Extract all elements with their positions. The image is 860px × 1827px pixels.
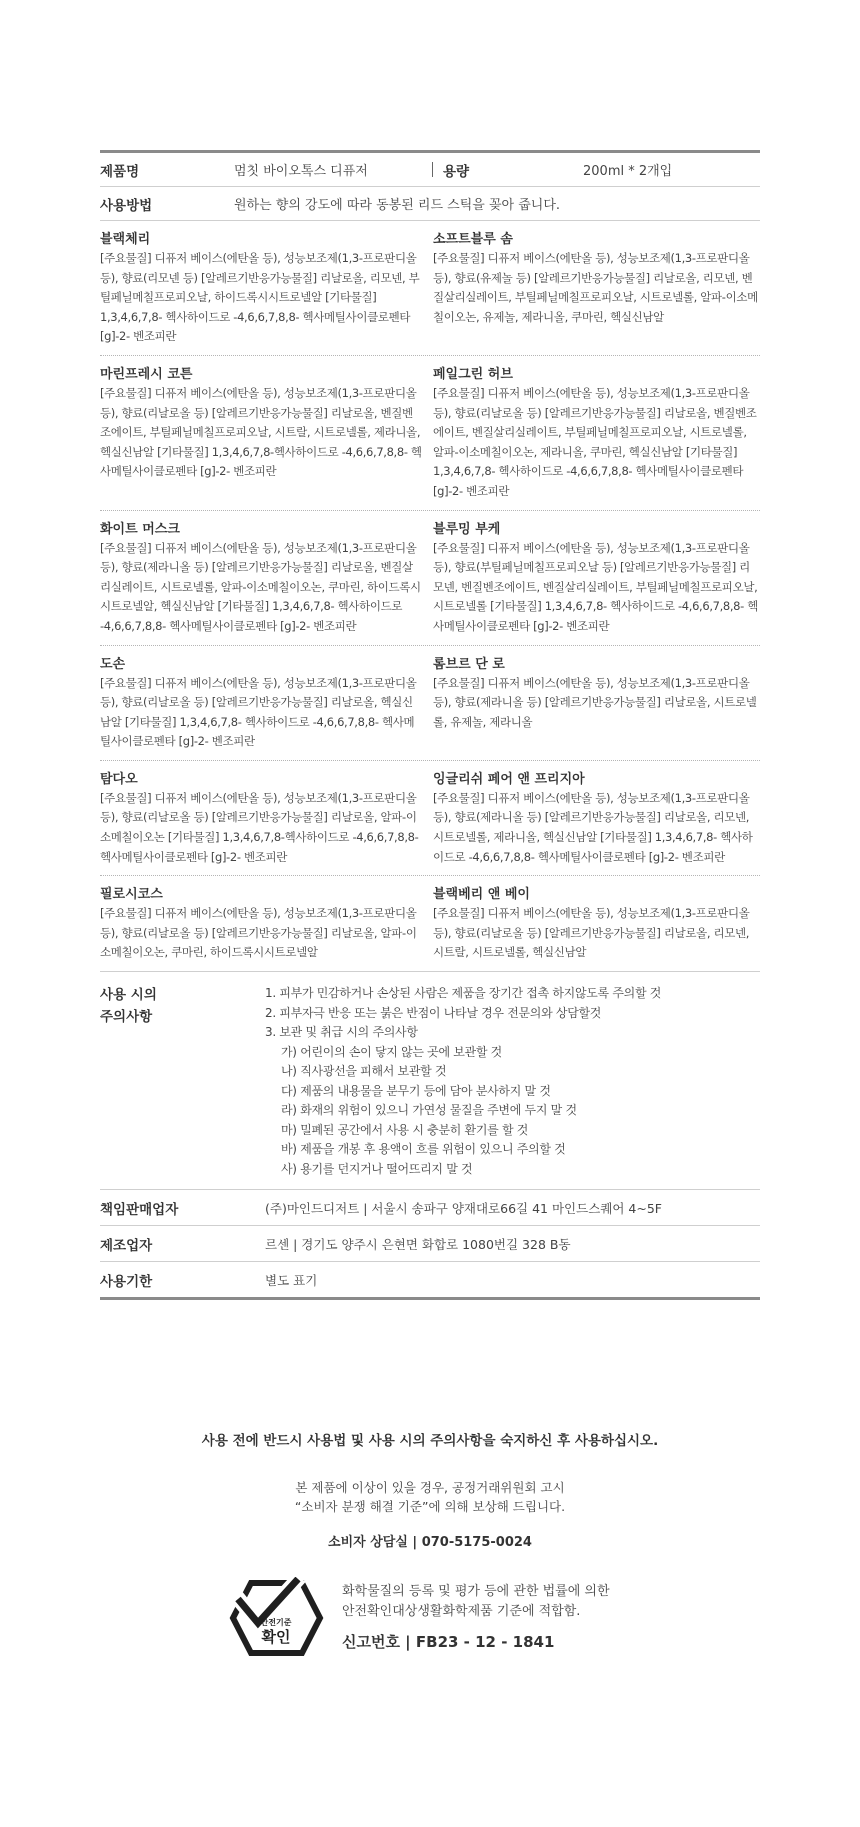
scent-name: 도손 bbox=[100, 656, 126, 672]
caution-item: 1. 피부가 민감하거나 손상된 사람은 제품을 장기간 접촉 하지않도록 주의할 것 bbox=[265, 986, 662, 1001]
badge-main-text: 확인 bbox=[261, 1628, 291, 1646]
expiry-label: 사용기한 bbox=[100, 1273, 153, 1290]
volume-label: 용량 bbox=[443, 163, 470, 180]
seller-value: (주)마인드디저트 | 서울시 송파구 양재대로66길 41 마인드스퀘어 4~5F bbox=[265, 1200, 662, 1216]
scent-item bbox=[430, 521, 760, 637]
scent-row bbox=[100, 221, 760, 355]
spec-separator bbox=[432, 162, 433, 177]
scent-row bbox=[100, 511, 760, 645]
safety-certification bbox=[228, 1577, 828, 1667]
scent-ingredients: [주요물질] 디퓨저 베이스(에탄올 등), 성능보조제(1,3-프로판디올 등), 향료(유제놀 등) [알레르기반응가능물질] 리날로올, 리모넨, 벤질살리실레이트, 부틸페닐메칠프로피오날, 시트로넬롤, 알파-이소메칠이오논, 유제놀, 제라니올, 쿠마린, 헥실신남알 bbox=[433, 251, 758, 324]
scent-name: 롬브르 단 로 bbox=[433, 656, 505, 672]
scent-ingredients: [주요물질] 디퓨저 베이스(에탄올 등), 성능보조제(1,3-프로판디올등), 향료(리모넨 등) [알레르기반응가능물질] 리날로올, 리모넨, 부틸페닐메칠프로피오날, 하이드록시시트로넬알 [기타물질] 1,3,4,6,7,8- 헥사하이드로 -4,6,6,7,8,8- 헥사메틸사이클로펜타 [g]-2- 벤조피란 bbox=[100, 251, 420, 344]
usage-notice: 사용 전에 반드시 사용법 및 사용 시의 주의사항을 숙지하신 후 사용하십시오. bbox=[201, 1433, 659, 1449]
scent-item bbox=[100, 656, 430, 752]
scent-item bbox=[430, 366, 760, 502]
scent-ingredients: [주요물질] 디퓨저 베이스(에탄올 등), 성능보조제(1,3-프로판디올 등), 향료(리날로올 등) [알레르기반응가능물질] 리날로올, 리모넨, 시트랄, 시트로넬롤, 헥실신남알 bbox=[433, 906, 750, 960]
safety-check-badge-icon bbox=[228, 1577, 324, 1659]
scent-name: 페일그린 허브 bbox=[433, 366, 513, 382]
scent-ingredients: [주요물질] 디퓨저 베이스(에탄올 등), 성능보조제(1,3-프로판디올 등), 향료(제라니올 등) [알레르기반응가능물질] 리날로올, 벤질살리실레이트, 시트로넬롤, 알파-이소메칠이오논, 쿠마린, 하이드록시시트로넬알, 헥실신남알 [기타물질] 1,3,4,6,7,8- 헥사하이드로 -4,6,6,7,8,8- 헥사메틸사이클로펜타 [g]-2- 벤조피란 bbox=[100, 540, 421, 633]
scent-row bbox=[100, 876, 760, 971]
maker-row bbox=[100, 1226, 760, 1261]
caution-subitem: 마) 밀폐된 공간에서 사용 시 충분히 환기를 할 것 bbox=[281, 1122, 529, 1137]
scent-item bbox=[100, 886, 430, 963]
product-info-sheet bbox=[100, 150, 760, 1300]
compensation-line: 본 제품에 이상이 있을 경우, 공정거래위원회 고시 bbox=[295, 1480, 565, 1495]
badge-top-text: 안전기준 bbox=[260, 1618, 292, 1627]
scent-item bbox=[100, 521, 430, 637]
caution-label-line: 주의사항 bbox=[100, 1009, 153, 1026]
certification-line: 안전확인대상생활화학제품 기준에 적합함. bbox=[342, 1604, 581, 1619]
usage-label: 사용방법 bbox=[100, 197, 153, 214]
caution-subitem: 나) 직사광선을 피해서 보관할 것 bbox=[281, 1064, 447, 1079]
scent-ingredients: [주요물질] 디퓨저 베이스(에탄올 등), 성능보조제(1,3-프로판디올 등), 향료(제라니올 등) [알레르기반응가능물질] 리날로올, 시트로넬롤, 유제놀, 제라니올 bbox=[433, 675, 757, 729]
caution-subitem: 바) 제품을 개봉 후 용액이 흐를 위험이 있으니 주의할 것 bbox=[281, 1142, 566, 1157]
scent-name: 필로시코스 bbox=[100, 887, 163, 903]
consumer-contact: 소비자 상담실 | 070-5175-0024 bbox=[328, 1535, 532, 1550]
seller-label: 책임판매업자 bbox=[100, 1201, 179, 1218]
caution-label-line: 사용 시의 bbox=[100, 987, 157, 1004]
caution-label bbox=[100, 984, 265, 1179]
compensation-notice bbox=[0, 1478, 860, 1516]
spec-row-usage bbox=[100, 187, 760, 220]
scent-ingredients: [주요물질] 디퓨저 베이스(에탄올 등), 성능보조제(1,3-프로판디올 등), 향료(리날로올 등) [알레르기반응가능물질] 리날로올, 알파-이소메칠이오논, 쿠마린, 하이드록시시트로넬알 bbox=[100, 906, 417, 960]
caution-subitem: 다) 제품의 내용물을 분무기 등에 담아 분사하지 말 것 bbox=[281, 1083, 551, 1098]
scent-item bbox=[100, 771, 430, 867]
scent-ingredients: [주요물질] 디퓨저 베이스(에탄올 등), 성능보조제(1,3-프로판디올 등), 향료(리날로올 등) [알레르기반응가능물질] 리날로올, 벤질벤조에이트, 벤질살리실레이트, 부틸페닐메칠프로피오날, 시트로넬롤, 알파-이소메칠이오논, 제라니올, 쿠마린, 헥실신남알 [기타물질] 1,3,4,6,7,8- 헥사하이드로 -4,6,6,7,8,8- 헥사메틸사이클로펜타 [g]-2- 벤조피란 bbox=[433, 385, 757, 498]
scent-ingredients: [주요물질] 디퓨저 베이스(에탄올 등), 성능보조제(1,3-프로판디올 등), 향료(제라니올 등) [알레르기반응가능물질] 리날로올, 리모넨, 시트로넬롤, 제라니올, 헥실신남알 [기타물질] 1,3,4,6,7,8- 헥사하이드로 -4,6,6,7,8,8- 헥사메틸사이클로펜타 [g]-2- 벤조피란 bbox=[433, 790, 753, 864]
certification-line: 화학물질의 등록 및 평가 등에 관한 법률에 의한 bbox=[342, 1584, 610, 1599]
product-value: 멈칫 바이오톡스 디퓨저 bbox=[234, 164, 368, 179]
scent-name: 소프트블루 솜 bbox=[433, 232, 513, 247]
bottom-rule bbox=[100, 1297, 760, 1300]
volume-value: 200ml * 2개입 bbox=[583, 164, 673, 179]
caution-item: 3. 보관 및 취급 시의 주의사항 bbox=[265, 1025, 418, 1040]
scent-ingredients: [주요물질] 디퓨저 베이스(에탄올 등), 성능보조제(1,3-프로판디올 등), 향료(부틸페닐메칠프로피오날 등) [알레르기반응가능물질] 리모넨, 벤질벤조에이트, 벤질살리실레이트, 부틸페닐메칠프로피오날, 시트로넬롤 [기타물질] 1,3,4,6,7,8- 헥사하이드로 -4,6,6,7,8,8- 헥사메틸사이클로펜타 [g]-2- 벤조피란 bbox=[433, 540, 758, 633]
scent-name: 마린프레시 코튼 bbox=[100, 366, 193, 382]
certification-text bbox=[342, 1582, 610, 1622]
scent-ingredients: [주요물질] 디퓨저 베이스(에탄올 등), 성능보조제(1,3-프로판디올 등), 향료(리날로올 등) [알레르기반응가능물질] 리날로올, 알파-이소메칠이오논 [기타물질] 1,3,4,6,7,8-헥사하이드로 -4,6,6,7,8,8- 헥사메틸사이클로펜타 [g]-2- 벤조피란 bbox=[100, 790, 419, 864]
scent-ingredients: [주요물질] 디퓨저 베이스(에탄올 등), 성능보조제(1,3-프로판디올 등), 향료(리날로올 등) [알레르기반응가능물질] 리날로올, 헥실신남알 [기타물질] 1,3,4,6,7,8- 헥사하이드로 -4,6,6,7,8,8- 헥사메틸사이클로펜타 [g]-2- 벤조피란 bbox=[100, 675, 417, 749]
registration-number: 신고번호 | FB23 - 12 - 1841 bbox=[342, 1633, 555, 1651]
scent-name: 블랙체리 bbox=[100, 232, 151, 247]
scent-name: 잉글리쉬 페어 앤 프리지아 bbox=[433, 771, 585, 787]
expiry-row bbox=[100, 1262, 760, 1297]
scent-row bbox=[100, 761, 760, 875]
scent-item bbox=[430, 231, 760, 347]
caution-list bbox=[265, 984, 661, 1179]
scent-name: 탐다오 bbox=[100, 771, 138, 787]
scent-row bbox=[100, 356, 760, 510]
maker-label: 제조업자 bbox=[100, 1237, 153, 1254]
scent-name: 블랙베리 앤 베이 bbox=[433, 887, 530, 903]
scent-item bbox=[430, 886, 760, 963]
scent-item bbox=[100, 231, 430, 347]
maker-value: 르센 | 경기도 양주시 은현면 화합로 1080번길 328 B동 bbox=[265, 1236, 571, 1252]
compensation-line: “소비자 분쟁 해결 기준”에 의해 보상해 드립니다. bbox=[294, 1499, 566, 1514]
usage-value: 원하는 향의 강도에 따라 동봉된 리드 스틱을 꽂아 줍니다. bbox=[234, 198, 561, 213]
caution-subitem: 가) 어린이의 손이 닿지 않는 곳에 보관할 것 bbox=[281, 1044, 502, 1059]
scent-ingredients: [주요물질] 디퓨저 베이스(에탄올 등), 성능보조제(1,3-프로판디올 등), 향료(리날로올 등) [알레르기반응가능물질] 리날로올, 벤질벤조에이트, 부틸페닐메칠프로피오날, 시트랄, 시트로넬롤, 제라니올, 헥실신남알 [기타물질] 1,3,4,6,7,8-헥사하이드로 -4,6,6,7,8,8- 헥사메틸사이클로펜타 [g]-2- 벤조피란 bbox=[100, 385, 422, 479]
caution-section bbox=[100, 972, 760, 1189]
caution-subitem: 사) 용기를 던지거나 떨어뜨리지 말 것 bbox=[281, 1161, 473, 1176]
seller-row bbox=[100, 1190, 760, 1225]
scent-name: 블루밍 부케 bbox=[433, 521, 501, 537]
caution-item: 2. 피부자극 반응 또는 붉은 반점이 나타날 경우 전문의와 상담할것 bbox=[265, 1005, 602, 1020]
scent-item bbox=[430, 656, 760, 752]
scent-row bbox=[100, 646, 760, 760]
scent-item bbox=[430, 771, 760, 867]
product-label: 제품명 bbox=[100, 163, 140, 180]
spec-row-product bbox=[100, 153, 760, 186]
expiry-value: 별도 표기 bbox=[265, 1272, 318, 1288]
caution-subitem: 라) 화재의 위험이 있으니 가연성 물질을 주변에 두지 말 것 bbox=[281, 1103, 577, 1118]
scent-name: 화이트 머스크 bbox=[100, 521, 180, 537]
scent-item bbox=[100, 366, 430, 502]
